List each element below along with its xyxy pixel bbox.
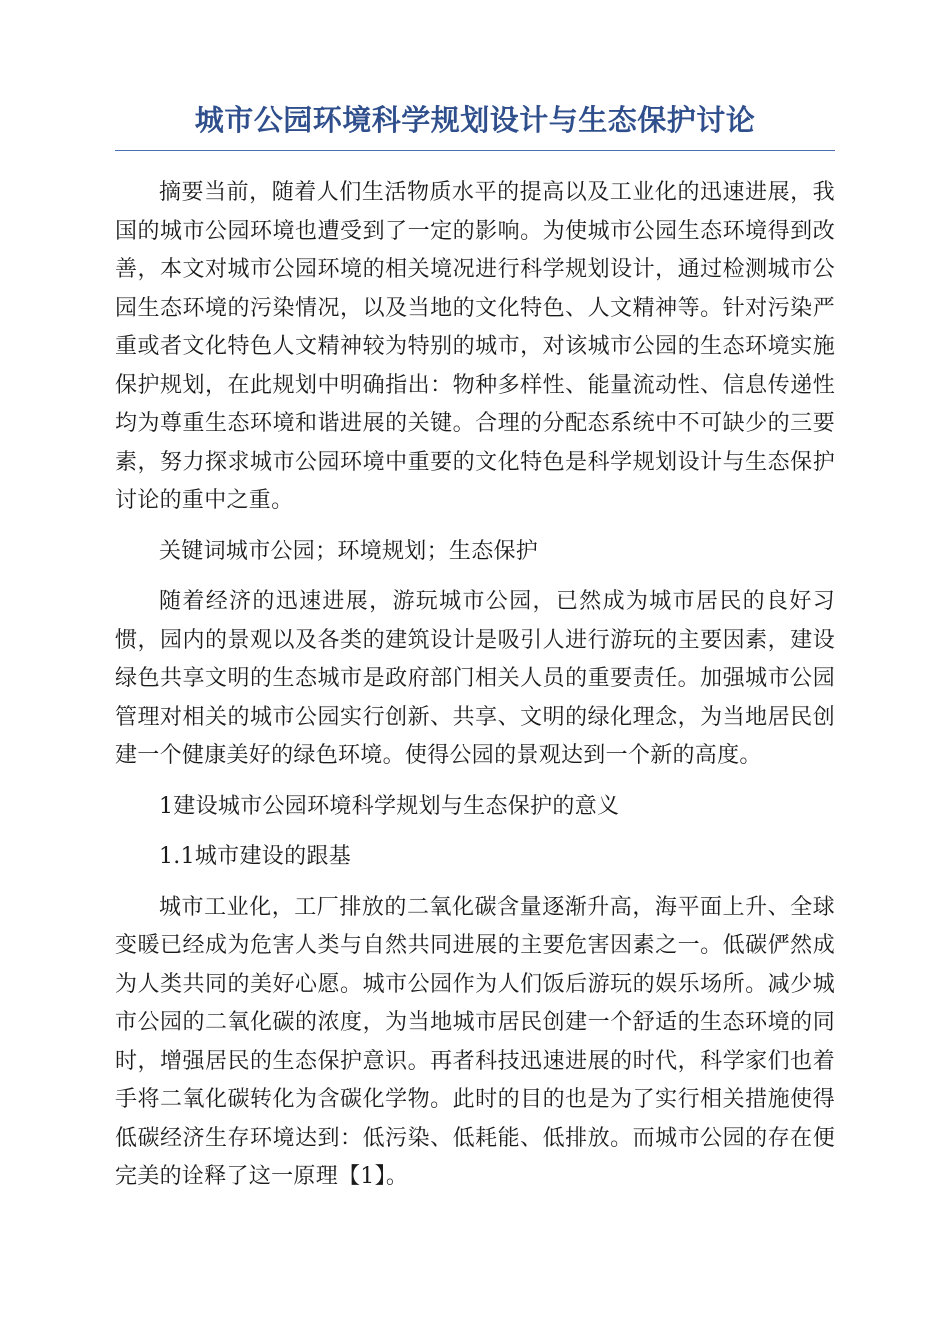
keywords-paragraph: 关键词城市公园；环境规划；生态保护 <box>159 538 539 564</box>
subsection-heading-1-1: 1.1城市建设的跟基 <box>159 844 351 869</box>
body-paragraph: 城市工业化，工厂排放的二氧化碳含量逐渐升高，海平面上升、全球变暖已经成为危害人类与自然共同进展的主要危害因素之一。低碳俨然成为人类共同的美好心愿。城市公园作为人们饭后游玩的娱乐场所。减少城市公园的二氧化碳的浓度，为当地城市居民创建一个舒适的生态环境的同时，增强居民的生态保护意识。再者科技迅速进展的时代，科学家们也着手将二氧化碳转化为含碳化学物。此时的目的也是为了实行相关措施使得低碳经济生存环境达到：低污染、低耗能、低排放。而城市公园的存在便完美的诠释了这一原理【1】。 <box>115 894 835 1189</box>
document-page <box>115 100 835 1197</box>
section-heading-1: 1建设城市公园环境科学规划与生态保护的意义 <box>159 793 620 819</box>
document-title: 城市公园环境科学规划设计与生态保护讨论 <box>115 100 835 151</box>
intro-paragraph: 随着经济的迅速进展，游玩城市公园，已然成为城市居民的良好习惯，园内的景观以及各类的建筑设计是吸引人进行游玩的主要因素，建设绿色共享文明的生态城市是政府部门相关人员的重要责任。加强城市公园管理对相关的城市公园实行创新、共享、文明的绿化理念，为当地居民创建一个健康美好的绿色环境。使得公园的景观达到一个新的高度。 <box>115 589 835 768</box>
abstract-paragraph: 摘要当前，随着人们生活物质水平的提高以及工业化的迅速进展，我国的城市公园环境也遭受到了一定的影响。为使城市公园生态环境得到改善，本文对城市公园环境的相关境况进行科学规划设计，通过检测城市公园生态环境的污染情况，以及当地的文化特色、人文精神等。针对污染严重或者文化特色人文精神较为特别的城市，对该城市公园的生态环境实施保护规划，在此规划中明确指出：物种多样性、能量流动性、信息传递性均为尊重生态环境和谐进展的关键。合理的分配态系统中不可缺少的三要素，努力探求城市公园环境中重要的文化特色是科学规划设计与生态保护讨论的重中之重。 <box>115 180 835 513</box>
